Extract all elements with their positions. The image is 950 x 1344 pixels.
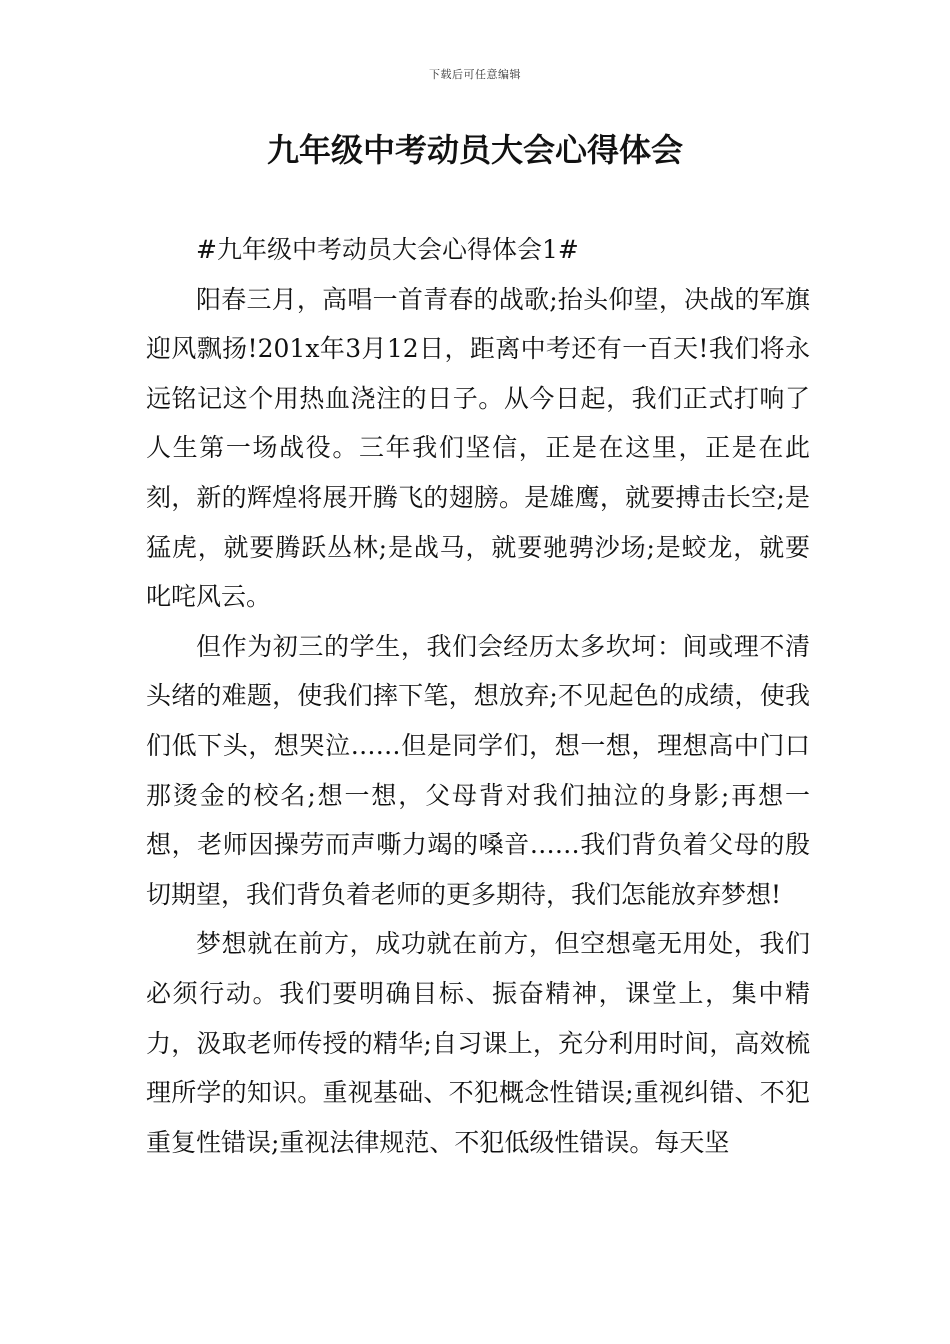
document-title: 九年级中考动员大会心得体会 xyxy=(266,131,683,169)
paragraph-3: 梦想就在前方，成功就在前方，但空想毫无用处，我们必须行动。我们要明确目标、振奋精神，课堂上，集中精力，汲取老师传授的精华;自习课上，充分利用时间，高效梳理所学的知识。重视基础、不犯概念性错误;重视纠错、不犯重复性错误;重视法律规范、不犯低级性错误。每天坚 xyxy=(146,929,810,1157)
section-heading: #九年级中考动员大会心得体会1# xyxy=(196,235,579,264)
header-note: 下载后可任意编辑 xyxy=(429,68,521,81)
document-body xyxy=(146,225,810,1167)
paragraph-1: 阳春三月，高唱一首青春的战歌;抬头仰望，决战的军旗迎风飘扬!201x年3月12日，距离中考还有一百天!我们将永远铭记这个用热血浇注的日子。从今日起，我们正式打响了人生第一场战役。三年我们坚信，正是在这里，正是在此刻，新的辉煌将展开腾飞的翅膀。是雄鹰，就要搏击长空;是猛虎，就要腾跃丛林;是战马，就要驰骋沙场;是蛟龙，就要叱咤风云。 xyxy=(146,284,810,612)
paragraph-2: 但作为初三的学生，我们会经历太多坎坷：间或理不清头绪的难题，使我们摔下笔，想放弃;不见起色的成绩，使我们低下头，想哭泣……但是同学们，想一想，理想高中门口那烫金的校名;想一想，父母背对我们抽泣的身影;再想一想，老师因操劳而声嘶力竭的嗓音……我们背负着父母的殷切期望，我们背负着老师的更多期待，我们怎能放弃梦想! xyxy=(146,631,810,909)
